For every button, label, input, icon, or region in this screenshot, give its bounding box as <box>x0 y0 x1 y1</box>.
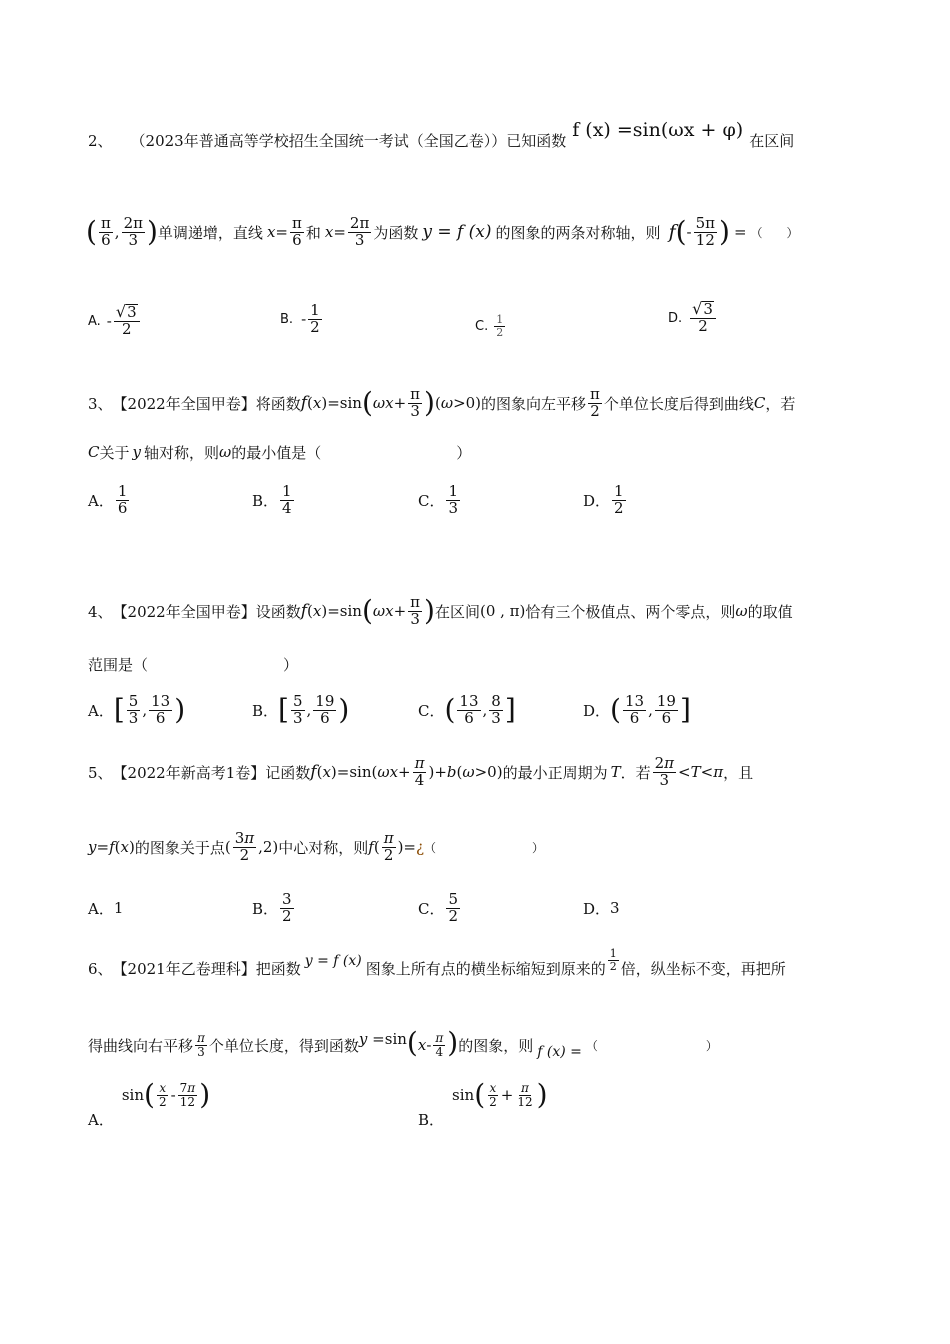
q2-text3: 为函数 <box>373 223 419 242</box>
q2-number: 2、 <box>88 131 113 150</box>
q4-option-b[interactable]: B． [ 5 3 , 19 6 ) <box>252 691 350 727</box>
q3-option-c[interactable]: C． 1 3 <box>418 481 459 517</box>
q4-text4: 的取值 <box>747 602 793 621</box>
q2-option-a[interactable]: A. - √ 3 2 <box>88 298 142 344</box>
q4-option-c[interactable]: C． ( 13 6 , 8 3 ] <box>418 691 516 727</box>
q6-text3: 倍，纵坐标不变，再把所 <box>620 959 786 978</box>
q5-text1: 记函数 <box>265 763 311 782</box>
q2-interval-right: 2π 3 <box>123 213 143 249</box>
q2-and: 和 <box>305 223 321 242</box>
q2-function: f (x) =sin(ωx + φ) <box>572 119 744 141</box>
q4-text2: 在区间 <box>434 602 480 621</box>
q5-line2: y = f ( x ) 的图象关于点 ( 3π 2 ,2) 中心对称，则 f ( π 2 )= ¿ （ ） <box>88 828 545 864</box>
q3-text2: 的图象向左平移 <box>481 394 587 413</box>
q2-interval-left: π 6 <box>100 213 111 249</box>
q5-option-c[interactable]: C． 5 2 <box>418 889 459 925</box>
q2-text2: 单调递增，直线 <box>157 223 263 242</box>
q2-text4: 的图象的两条对称轴，则 <box>495 223 661 242</box>
q6-line1: 6、 【2021年乙卷理科】 把函数 y = f (x) 图象上所有点的横坐标缩短到原来的 1 2 倍，纵坐标不变，再把所 <box>88 946 786 978</box>
q3-text3: 个单位长度后得到曲线 <box>603 394 754 413</box>
q6-source: 【2021年乙卷理科】 <box>112 959 256 978</box>
q3-source: 【2022年全国甲卷】 <box>112 394 256 413</box>
q6-option-a[interactable]: A． sin ( x 2 - 7π 12 ) <box>88 1078 211 1129</box>
q2-text1: 在区间 <box>749 131 795 150</box>
q5-number: 5、 <box>88 763 113 782</box>
q6-text1: 把函数 <box>255 959 301 978</box>
q3-line2: C 关于 y 轴对称，则 ω 的最小值是（ ） <box>88 443 472 462</box>
q3-option-d[interactable]: D． 1 2 <box>583 481 624 517</box>
q2-line2: ( π 6 , 2π 3 ) 单调递增，直线 x = $\frac{\pi}{6}$ 和 x = $\frac{2\pi}{3}$ 为函数 y = f (x) 的图象的两条对称轴，则 f ( - 5π 12 ) = （ ） <box>86 213 799 249</box>
q3-line1: 3、 【2022年全国甲卷】 将函数 f ( x )=sin ( ωx + $\frac{\pi}{3}$ ) ( ω >0) 的图象向左平移 π 2 个单位长度后得到曲线 C ，若 <box>88 384 796 420</box>
q4-source: 【2022年全国甲卷】 <box>112 602 256 621</box>
q4-line2: 范围是（ ） <box>88 655 299 674</box>
q3-text4: ，若 <box>765 394 796 413</box>
q5-source: 【2022年新高考1卷】 <box>112 763 266 782</box>
q4-text1: 设函数 <box>255 602 301 621</box>
q3-option-a[interactable]: A． 1 6 <box>88 481 128 517</box>
q5-option-a[interactable]: A． 1 <box>88 899 124 918</box>
q4-text3: 恰有三个极值点、两个零点，则 <box>525 602 736 621</box>
q4-option-d[interactable]: D． ( 13 6 , 19 6 ] <box>583 691 691 727</box>
q5-option-d[interactable]: D． 3 <box>583 899 620 918</box>
q2-option-d[interactable]: D. √ 3 2 <box>668 292 718 344</box>
q2-yfx: y = f (x) <box>422 222 492 242</box>
q5-line1: 5、 【2022年新高考1卷】 记函数 f ( x )=sin( ωx + $\frac{\pi}{4}$ )+ b ( ω >0) 的最小正周期为 T ．若 2π 3 < T < π ，且 <box>88 753 754 789</box>
q6-text2: 图象上所有点的横坐标缩短到原来的 <box>365 959 606 978</box>
q5-option-b[interactable]: B． 3 2 <box>252 889 292 925</box>
q5-text2: 的最小正周期为 <box>502 763 608 782</box>
q6-option-b[interactable]: B． sin ( x 2 + $\frac{\pi}{12}$ ) <box>418 1078 548 1129</box>
q2-option-b[interactable]: B. - 1 2 <box>280 300 320 336</box>
q2-line1 <box>88 118 794 162</box>
q3-text1: 将函数 <box>255 394 301 413</box>
q3-option-b[interactable]: B． 1 4 <box>252 481 292 517</box>
q4-option-a[interactable]: A． [ 5 3 , 13 6 ) <box>88 691 186 727</box>
q4-line1: 4、 【2022年全国甲卷】 设函数 f ( x )=sin ( ωx + $\frac{\pi}{3}$ ) 在区间 (0 , π) 恰有三个极值点、两个零点，则 ω 的取值 <box>88 592 793 628</box>
q3-number: 3、 <box>88 394 113 413</box>
q2-option-c[interactable]: C. 1 2 <box>475 312 504 339</box>
q2-paren: （ ） <box>750 225 799 240</box>
q4-number: 4、 <box>88 602 113 621</box>
q6-number: 6、 <box>88 959 113 978</box>
q6-line2: 得曲线向右平移 π 3 个单位长度，得到函数 y =sin ( x - π 4 ) 的图象，则 f (x) = （ ） <box>88 1026 718 1060</box>
q2-source: （2023年普通高等学校招生全国统一考试（全国乙卷））已知函数 <box>130 131 567 150</box>
